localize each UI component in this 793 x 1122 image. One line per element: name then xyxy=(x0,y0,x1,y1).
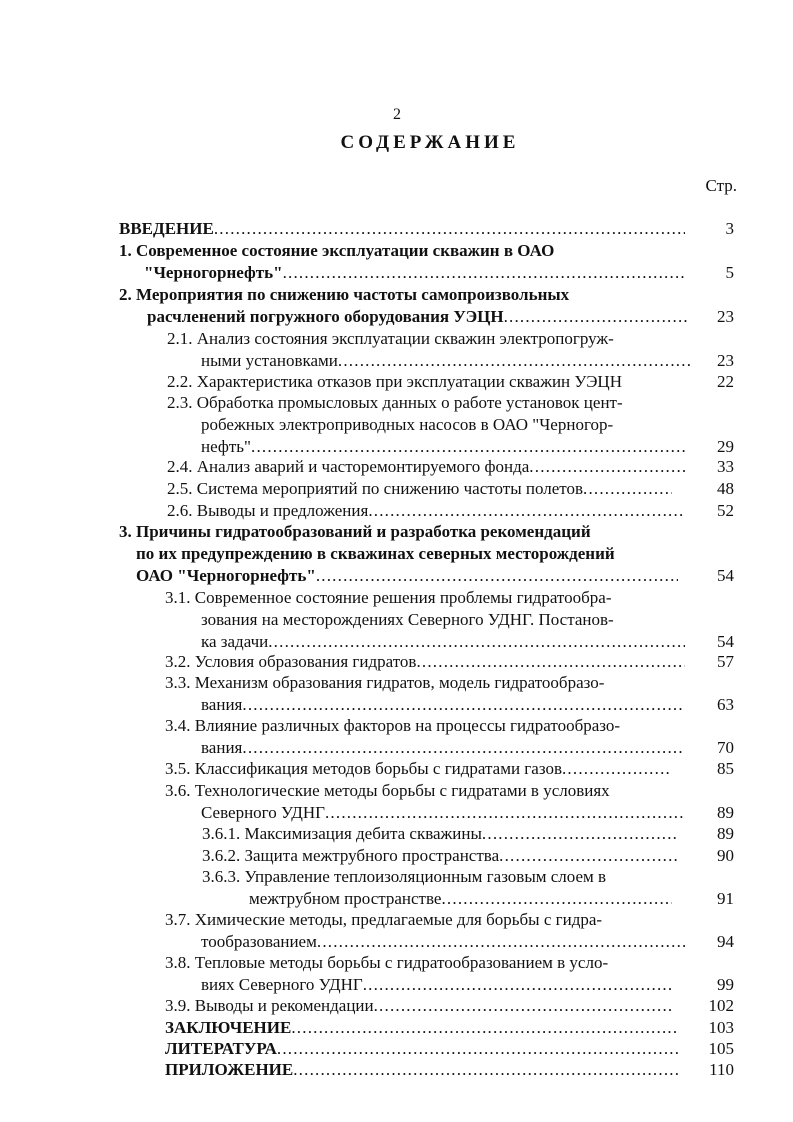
toc-entry-text: ВВЕДЕНИЕ xyxy=(119,219,214,238)
toc-page-number: 5 xyxy=(725,263,734,282)
toc-entry-line xyxy=(165,715,734,737)
toc-entry-line xyxy=(165,1059,734,1081)
toc-entry-text: ОАО "Черногорнефть" xyxy=(136,566,316,585)
toc-entry-text: 3.6. Технологические методы борьбы с гидратами в условиях xyxy=(165,781,610,800)
toc-entry-line xyxy=(165,1017,734,1039)
toc-entry-text: вания xyxy=(201,738,243,757)
toc-entry-text: ЛИТЕРАТУРА xyxy=(165,1039,277,1058)
toc-page-number: 57 xyxy=(717,652,734,671)
toc-entry-text: 3.7. Химические методы, предлагаемые для борьбы с гидра- xyxy=(165,910,603,929)
toc-entry-text: 3.3. Механизм образования гидратов, модель гидратообразо- xyxy=(165,673,605,692)
toc-page-number: 54 xyxy=(717,566,734,585)
toc-leader-dots xyxy=(562,758,672,780)
toc-entry-text: 3.4. Влияние различных факторов на процессы гидратообразо- xyxy=(165,716,621,735)
toc-leader-dots xyxy=(499,845,680,867)
toc-page-number: 29 xyxy=(717,437,734,456)
toc-entry-line xyxy=(165,780,734,802)
toc-leader-dots xyxy=(441,888,672,910)
toc-page-number: 54 xyxy=(717,632,734,651)
toc-entry-line xyxy=(165,952,734,974)
toc-entry-text: тообразованием xyxy=(201,932,317,951)
toc-entry-text: виях Северного УДНГ xyxy=(201,975,363,994)
toc-leader-dots xyxy=(316,565,678,587)
toc-page-number: 90 xyxy=(717,846,734,865)
page-column-label: Стр. xyxy=(705,176,737,195)
toc-entry-line xyxy=(202,823,734,845)
toc-entry-text: 2.6. Выводы и предложения xyxy=(167,501,369,520)
toc-entry-text: 3.6.2. Защита межтрубного пространства xyxy=(202,846,500,865)
toc-entry-text: 3.1. Современное состояние решения проблемы гидратообра- xyxy=(165,588,612,607)
toc-page-number: 23 xyxy=(717,307,734,326)
page-number: 2 xyxy=(393,106,401,123)
toc-entry-line xyxy=(201,609,734,631)
toc-entry-line xyxy=(201,694,734,716)
toc-leader-dots xyxy=(363,974,672,996)
toc-page-number: 33 xyxy=(717,457,734,476)
toc-page-number: 70 xyxy=(717,738,734,757)
toc-entry-text: зования на месторождениях Северного УДНГ. Постанов- xyxy=(201,610,614,629)
toc-entry-text: 3. Причины гидратообразований и разработка рекомендаций xyxy=(119,522,591,541)
toc-entry-line xyxy=(165,651,734,673)
toc-page-number: 110 xyxy=(709,1060,734,1079)
toc-entry-line xyxy=(165,909,734,931)
toc-entry-text: ка задачи xyxy=(201,632,269,651)
toc-entry-text: нефть" xyxy=(201,437,251,456)
toc-entry-line xyxy=(201,931,734,953)
toc-leader-dots xyxy=(317,931,685,953)
toc-entry-line xyxy=(136,565,734,587)
toc-entry-text: 2.3. Обработка промысловых данных о работе установок цент- xyxy=(167,393,623,412)
toc-leader-dots xyxy=(283,262,685,284)
toc-entry-line xyxy=(201,974,734,996)
toc-leader-dots xyxy=(214,218,685,240)
toc-leader-dots xyxy=(242,694,685,716)
toc-entry-line xyxy=(201,436,734,458)
toc-leader-dots xyxy=(325,802,685,824)
toc-entry-text: 2.1. Анализ состояния эксплуатации скважин электропогруж- xyxy=(167,329,614,348)
toc-entry-line xyxy=(167,500,734,522)
toc-entry-line xyxy=(165,758,734,780)
toc-entry-line xyxy=(167,456,734,478)
toc-entry-line xyxy=(167,328,734,350)
toc-leader-dots xyxy=(529,456,685,478)
toc-entry-text: 1. Современное состояние эксплуатации скважин в ОАО xyxy=(119,241,555,260)
toc-leader-dots xyxy=(416,651,685,673)
toc-entry-text: вания xyxy=(201,695,243,714)
toc-page-number: 91 xyxy=(717,889,734,908)
toc-page-number: 102 xyxy=(708,996,734,1015)
toc-entry-line xyxy=(201,414,734,436)
toc-entry-text: ПРИЛОЖЕНИЕ xyxy=(165,1060,294,1079)
toc-leader-dots xyxy=(338,350,690,372)
toc-leader-dots xyxy=(374,995,672,1017)
toc-leader-dots xyxy=(268,631,685,653)
toc-entry-text: ЗАКЛЮЧЕНИЕ xyxy=(165,1018,292,1037)
toc-entry-line xyxy=(167,392,734,414)
toc-entry-text: межтрубном пространстве xyxy=(249,889,442,908)
toc-entry-text: 2.2. Характеристика отказов при эксплуатации скважин УЭЦН xyxy=(167,372,622,391)
toc-entry-text: робежных электроприводных насосов в ОАО "Черногор- xyxy=(201,415,614,434)
toc-entry-line xyxy=(167,478,734,500)
toc-page-number: 103 xyxy=(708,1018,734,1037)
toc-page-number: 63 xyxy=(717,695,734,714)
toc-entry-text: 2.5. Система мероприятий по снижению частоты полетов xyxy=(167,479,583,498)
toc-entry-text: Северного УДНГ xyxy=(201,803,325,822)
toc-entry-line xyxy=(119,240,734,262)
toc-entry-line xyxy=(202,866,734,888)
toc-page-number: 99 xyxy=(717,975,734,994)
toc-entry-line xyxy=(119,284,734,306)
toc-entry-line xyxy=(201,350,734,372)
toc-entry-text: ными установками xyxy=(201,351,338,370)
toc-entry-line xyxy=(202,845,734,867)
toc-entry-line xyxy=(165,1038,734,1060)
toc-page-number: 22 xyxy=(717,372,734,391)
toc-entry-line xyxy=(201,631,734,653)
toc-entry-text: 3.8. Тепловые методы борьбы с гидратообразованием в усло- xyxy=(165,953,609,972)
toc-entry-line xyxy=(165,995,734,1017)
toc-leader-dots xyxy=(277,1038,678,1060)
toc-page-number: 94 xyxy=(717,932,734,951)
toc-entry-line xyxy=(136,543,734,565)
toc-page-number: 48 xyxy=(717,479,734,498)
toc-entry-line xyxy=(165,587,734,609)
toc-leader-dots xyxy=(504,306,690,328)
toc-page-number: 85 xyxy=(717,759,734,778)
toc-entry-line xyxy=(119,218,734,240)
page-title: СОДЕРЖАНИЕ xyxy=(340,132,520,153)
toc-entry-text: 2.4. Анализ аварий и часторемонтируемого фонда xyxy=(167,457,530,476)
toc-leader-dots xyxy=(242,737,685,759)
toc-entry-text: по их предупреждению в скважинах северных месторождений xyxy=(136,544,615,563)
toc-leader-dots xyxy=(251,436,685,458)
toc-entry-line xyxy=(165,672,734,694)
toc-leader-dots xyxy=(291,1017,678,1039)
toc-page-number: 52 xyxy=(717,501,734,520)
toc-entry-line xyxy=(167,371,734,393)
toc-page-number: 89 xyxy=(717,803,734,822)
toc-entry-line xyxy=(249,888,734,910)
toc-entry-line xyxy=(144,262,734,284)
toc-entry-line xyxy=(201,802,734,824)
toc-entry-text: 3.9. Выводы и рекомендации xyxy=(165,996,374,1015)
toc-entry-text: 3.6.3. Управление теплоизоляционным газовым слоем в xyxy=(202,867,607,886)
toc-entry-text: "Черногорнефть" xyxy=(144,263,283,282)
toc-page-number: 89 xyxy=(717,824,734,843)
toc-entry-text: 3.5. Классификация методов борьбы с гидратами газов xyxy=(165,759,562,778)
toc-leader-dots xyxy=(482,823,676,845)
toc-entry-text: 2. Мероприятия по снижению частоты самопроизвольных xyxy=(119,285,570,304)
toc-leader-dots xyxy=(368,500,685,522)
toc-entry-text: 3.6.1. Максимизация дебита скважины xyxy=(202,824,482,843)
toc-entry-line xyxy=(147,306,734,328)
toc-page-number: 23 xyxy=(717,351,734,370)
toc-entry-line xyxy=(201,737,734,759)
toc-leader-dots xyxy=(583,478,672,500)
toc-entry-text: расчленений погружного оборудования УЭЦН xyxy=(147,307,504,326)
toc-entry-line xyxy=(119,521,734,543)
toc-page-number: 105 xyxy=(708,1039,734,1058)
toc-leader-dots xyxy=(293,1059,678,1081)
toc-entry-text: 3.2. Условия образования гидратов xyxy=(165,652,417,671)
toc-page-number: 3 xyxy=(725,219,734,238)
